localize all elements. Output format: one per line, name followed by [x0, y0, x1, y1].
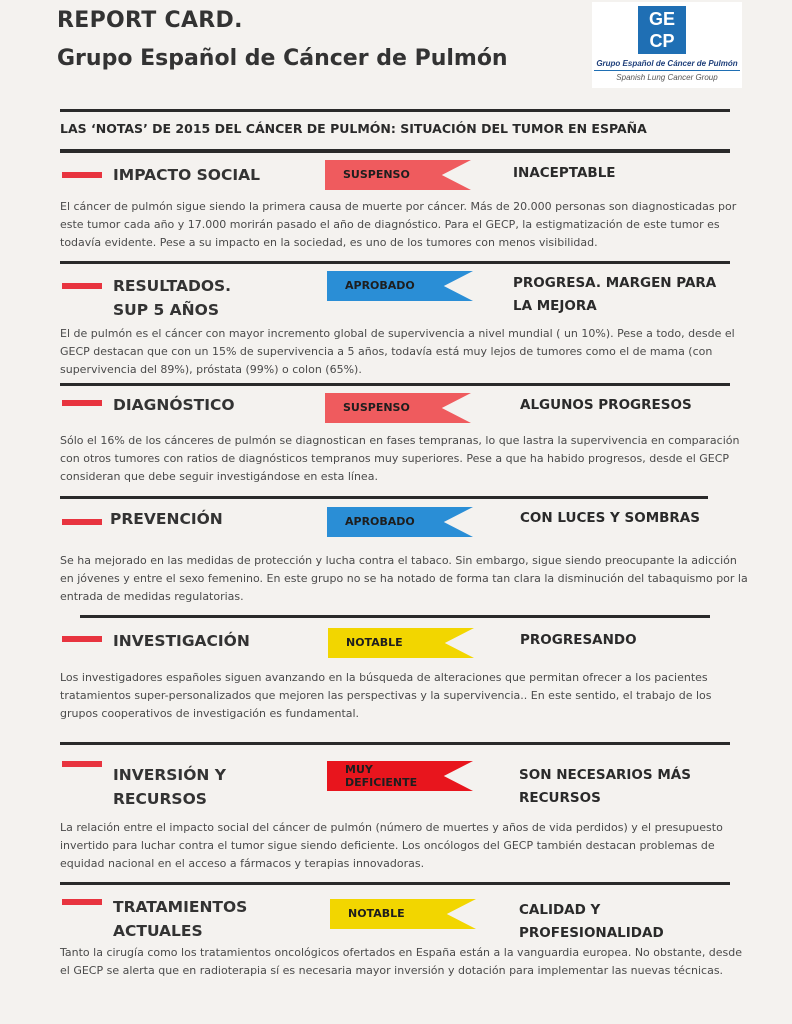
divider [80, 615, 710, 618]
divider [60, 109, 730, 112]
logo-divider [594, 70, 740, 71]
grade-label: APROBADO [345, 279, 415, 292]
section-verdict: ALGUNOS PROGRESOS [520, 397, 692, 413]
section-title: INVERSIÓN Y RECURSOS [113, 766, 226, 808]
grade-label: NOTABLE [348, 907, 405, 920]
page-subtitle: LAS ‘NOTAS’ DE 2015 DEL CÁNCER DE PULMÓN: SITUACIÓN DEL TUMOR EN ESPAÑA [60, 121, 647, 136]
grade-ribbon [328, 628, 474, 658]
logo-name: Grupo Español de Cáncer de Pulmón [596, 59, 738, 68]
section-marker [62, 400, 102, 406]
section-title: TRATAMIENTOS ACTUALES [113, 898, 248, 940]
divider [60, 149, 730, 153]
grade-ribbon [330, 899, 476, 929]
gecp-logo [592, 2, 742, 88]
report-title: REPORT CARD. [57, 8, 243, 33]
section-verdict: INACEPTABLE [513, 165, 616, 181]
grade-ribbon [327, 271, 473, 301]
section-verdict: SON NECESARIOS MÁS RECURSOS [519, 767, 691, 806]
grade-label: MUY DEFICIENTE [345, 763, 418, 789]
grade-ribbon [327, 761, 473, 791]
grade-label: NOTABLE [346, 636, 403, 649]
section-verdict: CALIDAD Y PROFESIONALIDAD [519, 902, 664, 941]
section-marker [62, 899, 102, 905]
section-text: Tanto la cirugía como los tratamientos oncológicos ofertados en España están a la vanguardia europea. No obstante, desde el GECP se alerta que en radioterapia sí es necesaria mayor inversión y dotación para implementar las nuevas técnicas. [60, 946, 743, 977]
grade-ribbon [325, 393, 471, 423]
section-verdict: PROGRESA. MARGEN PARA LA MEJORA [513, 275, 717, 314]
grade-label: SUSPENSO [343, 168, 410, 181]
divider [60, 496, 708, 499]
grade-ribbon [325, 160, 471, 190]
divider [60, 383, 730, 386]
divider [60, 882, 730, 885]
logo-sub: Spanish Lung Cancer Group [616, 73, 718, 82]
grade-label: APROBADO [345, 515, 415, 528]
section-marker [62, 283, 102, 289]
section-title: INVESTIGACIÓN [113, 632, 250, 650]
grade-ribbon [327, 507, 473, 537]
section-verdict: PROGRESANDO [520, 632, 637, 648]
section-marker [62, 172, 102, 178]
divider [60, 742, 730, 745]
section-text: Los investigadores españoles siguen avanzando en la búsqueda de alteraciones que permitan ofrecer a los pacientes tratamientos super-personalizados que mejoren las perspectivas y la supervivencia.. En este sentido, el trabajo de los grupos cooperativos de investigación es fundamental. [60, 671, 712, 720]
divider [60, 261, 730, 264]
section-marker [62, 761, 102, 767]
section-text: La relación entre el impacto social del cáncer de pulmón (número de muertes y años de vida perdidos) y el presupuesto invertido para luchar contra el tumor sigue siendo deficiente. Los oncólogos del GECP también destacan problemas de equidad nacional en el acceso a fármacos y terapias innovadoras. [60, 821, 723, 870]
logo-mark: GE CP [638, 6, 686, 54]
section-marker [62, 519, 102, 525]
section-text: El de pulmón es el cáncer con mayor incremento global de supervivencia a nivel mundial ( un 10%). Pese a todo, desde el GECP destacan que con un 15% de supervivencia a 5 años, todavía está muy lejos de tumores como el de mama (con supervivencia del 89%), próstata (99%) o colon (65%). [60, 327, 735, 376]
section-verdict: CON LUCES Y SOMBRAS [520, 510, 700, 526]
section-title: PREVENCIÓN [110, 510, 223, 528]
grade-label: SUSPENSO [343, 401, 410, 414]
section-text: Se ha mejorado en las medidas de protección y lucha contra el tabaco. Sin embargo, sigue siendo preocupante la adicción en jóvenes y entre el sexo femenino. En este grupo no se ha notado de forma tan clara la disminución del tabaquismo por la entrada de medidas regulatorias. [60, 554, 748, 603]
section-marker [62, 636, 102, 642]
section-text: El cáncer de pulmón sigue siendo la primera causa de muerte por cáncer. Más de 20.000 personas son diagnosticadas por este tumor cada año y 17.000 morirán pasado el año de diagnóstico. Para el GECP, la estigmatización de este tumor es todavía evidente. Pese a su impacto en la sociedad, es uno de los tumores con menos visibilidad. [60, 200, 737, 249]
section-title: DIAGNÓSTICO [113, 396, 235, 414]
section-title: IMPACTO SOCIAL [113, 166, 261, 184]
section-text: Sólo el 16% de los cánceres de pulmón se diagnostican en fases tempranas, lo que lastra la supervivencia en comparación con otros tumores con ratios de diagnósticos tempranos muy superiores. Pese a que ha habido progresos, desde el GECP consideran que debe seguir investigándose en esta línea. [60, 434, 740, 483]
report-subtitle-org: Grupo Español de Cáncer de Pulmón [57, 46, 508, 71]
section-title: RESULTADOS. SUP 5 AÑOS [113, 277, 232, 319]
